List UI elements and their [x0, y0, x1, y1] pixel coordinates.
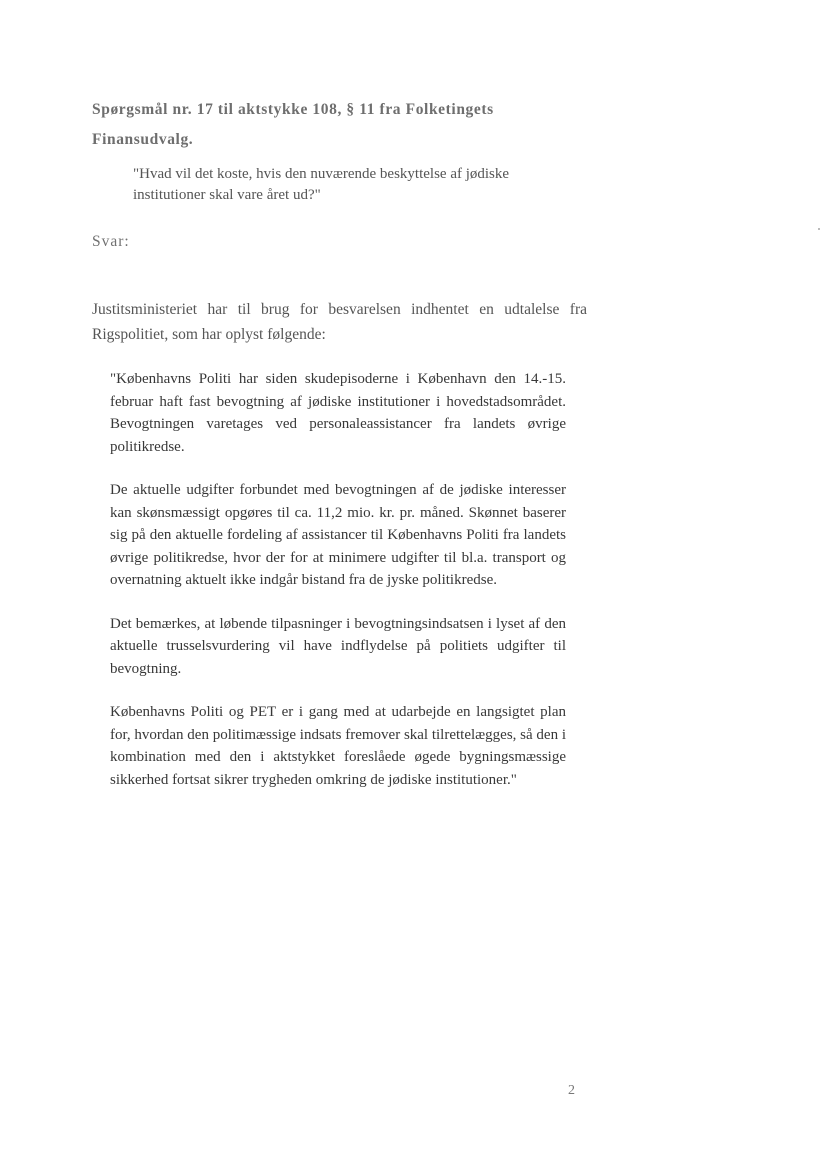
document-heading: Spørgsmål nr. 17 til aktstykke 108, § 11 fra Folketingets Finansudvalg.	[92, 101, 494, 148]
answer-intro: Justitsministeriet har til brug for besvarelsen indhentet en udtalelse fra Rigspolitiet, som har oplyst følgende:	[92, 301, 587, 343]
quote-paragraph: Det bemærkes, at løbende tilpasninger i bevogtningsindsatsen i lyset af den aktuelle trusselsvurdering vil have indflydelse på politiets udgifter til bevogtning.	[110, 615, 566, 677]
quoted-statement	[110, 368, 566, 812]
page-number: 2	[568, 1083, 575, 1098]
quote-paragraph: De aktuelle udgifter forbundet med bevogtningen af de jødiske interesser kan skønsmæssigt opgøres til ca. 11,2 mio. kr. pr. måned. Skønnet baserer sig på den aktuelle fordeling af assistancer til Københavns Politi fra landets øvrige politikredse, hvor der for at minimere udgifter til bl.a. transport og overnatning aktuelt ikke indgår bistand fra de jyske politikredse.	[110, 482, 566, 588]
quote-paragraph: Københavns Politi og PET er i gang med at udarbejde en langsigtet plan for, hvordan den politimæssige indsats fremover skal tilrettelægges, så den i kombination med den i aktstykket foreslåede øgede bygningsmæssige sikkerhed fortsat sikrer trygheden omkring de jødiske institutioner."	[110, 704, 566, 788]
answer-label: Svar:	[92, 233, 130, 250]
question-text: "Hvad vil det koste, hvis den nuværende beskyttelse af jødiske institutioner skal vare året ud?"	[133, 166, 510, 203]
quote-paragraph: "Københavns Politi har siden skudepisoderne i København den 14.-15. februar haft fast bevogtning af jødiske institutioner i hovedstadsområdet. Bevogtningen varetages ved personaleassistancer fra landets øvrige politikredse.	[110, 371, 566, 455]
scan-speck	[818, 228, 820, 230]
